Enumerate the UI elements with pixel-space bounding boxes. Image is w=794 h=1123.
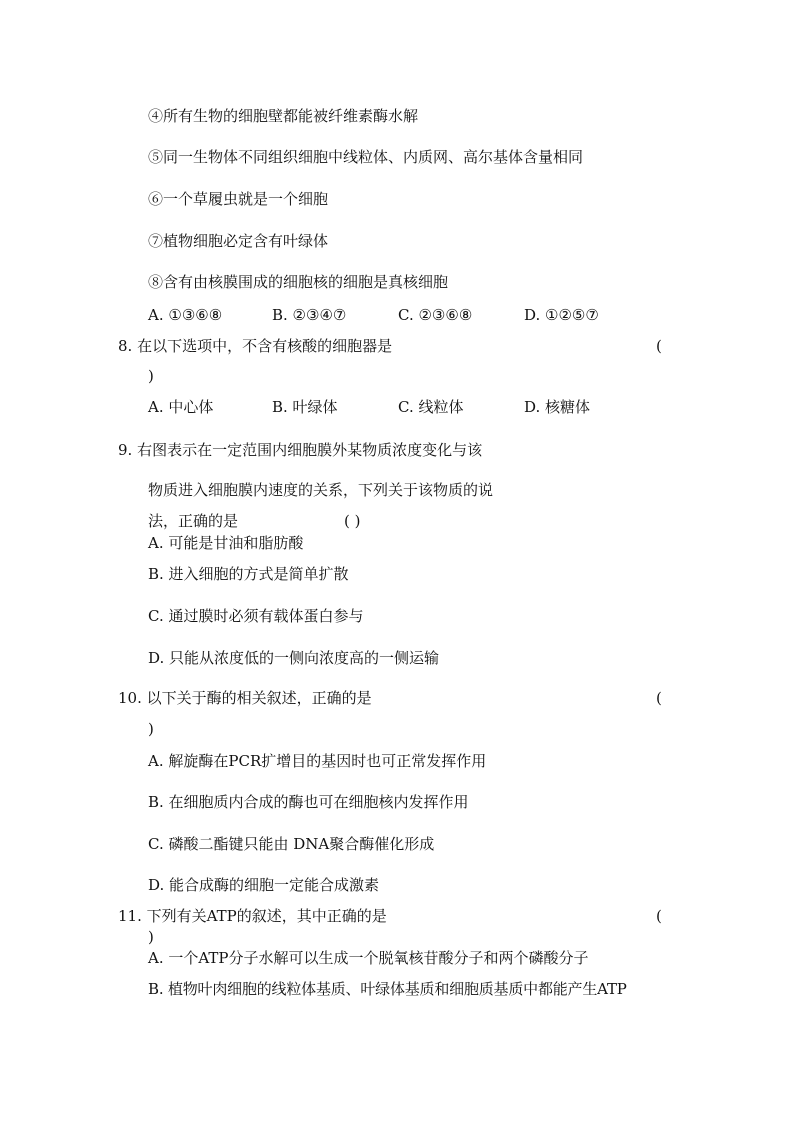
q9-option-d: D. 只能从浓度低的一侧向浓度高的一侧运输 bbox=[148, 649, 440, 667]
q8-option-d: D. 核糖体 bbox=[524, 398, 591, 416]
q9-option-c: C. 通过膜时必须有载体蛋白参与 bbox=[148, 607, 364, 625]
q8-option-b: B. 叶绿体 bbox=[272, 398, 338, 416]
q9-stem-line2: 物质进入细胞膜内速度的关系，下列关于该物质的说 bbox=[148, 481, 494, 499]
statement-7: ⑦植物细胞必定含有叶绿体 bbox=[148, 232, 329, 250]
q10-option-c: C. 磷酸二酯键只能由 DNA聚合酶催化形成 bbox=[148, 835, 435, 853]
q8-option-c: C. 线粒体 bbox=[398, 398, 464, 416]
q11-paren-open: ( bbox=[656, 907, 662, 925]
q7-option-a: A. ①③⑥⑧ bbox=[148, 306, 223, 324]
q7-option-d: D. ①②⑤⑦ bbox=[524, 306, 599, 324]
q9-option-b: B. 进入细胞的方式是简单扩散 bbox=[148, 565, 349, 583]
q10-option-a: A. 解旋酶在PCR扩增目的基因时也可正常发挥作用 bbox=[148, 752, 487, 770]
q7-option-b: B. ②③④⑦ bbox=[272, 306, 347, 324]
statement-5: ⑤同一生物体不同组织细胞中线粒体、内质网、高尔基体含量相同 bbox=[148, 148, 584, 166]
q8-option-a: A. 中心体 bbox=[148, 398, 214, 416]
q8-stem: 8. 在以下选项中，不含有核酸的细胞器是 bbox=[118, 337, 393, 355]
q7-option-c: C. ②③⑥⑧ bbox=[398, 306, 473, 324]
q10-option-d: D. 能合成酶的细胞一定能合成激素 bbox=[148, 876, 380, 894]
q9-paren: ( ) bbox=[344, 512, 361, 530]
q11-option-b: B. 植物叶肉细胞的线粒体基质、叶绿体基质和细胞质基质中都能产生ATP bbox=[148, 980, 627, 998]
statement-8: ⑧含有由核膜围成的细胞核的细胞是真核细胞 bbox=[148, 273, 449, 291]
q9-option-a: A. 可能是甘油和脂肪酸 bbox=[148, 534, 304, 552]
q10-option-b: B. 在细胞质内合成的酶也可在细胞核内发挥作用 bbox=[148, 793, 469, 811]
q11-option-a: A. 一个ATP分子水解可以生成一个脱氧核苷酸分子和两个磷酸分子 bbox=[148, 949, 589, 967]
q11-paren-close: ) bbox=[148, 928, 154, 946]
q10-stem: 10. 以下关于酶的相关叙述，正确的是 bbox=[118, 689, 372, 707]
statement-6: ⑥一个草履虫就是一个细胞 bbox=[148, 190, 329, 208]
q10-paren-close: ) bbox=[148, 720, 154, 738]
q10-paren-open: ( bbox=[656, 689, 662, 707]
q9-stem-line3: 法，正确的是 bbox=[148, 512, 239, 530]
q11-stem: 11. 下列有关ATP的叙述，其中正确的是 bbox=[118, 907, 387, 925]
q8-paren-open: ( bbox=[656, 337, 662, 355]
q9-stem-line1: 9. 右图表示在一定范围内细胞膜外某物质浓度变化与该 bbox=[118, 441, 483, 459]
q8-paren-close: ) bbox=[148, 367, 154, 385]
statement-4: ④所有生物的细胞壁都能被纤维素酶水解 bbox=[148, 107, 419, 125]
